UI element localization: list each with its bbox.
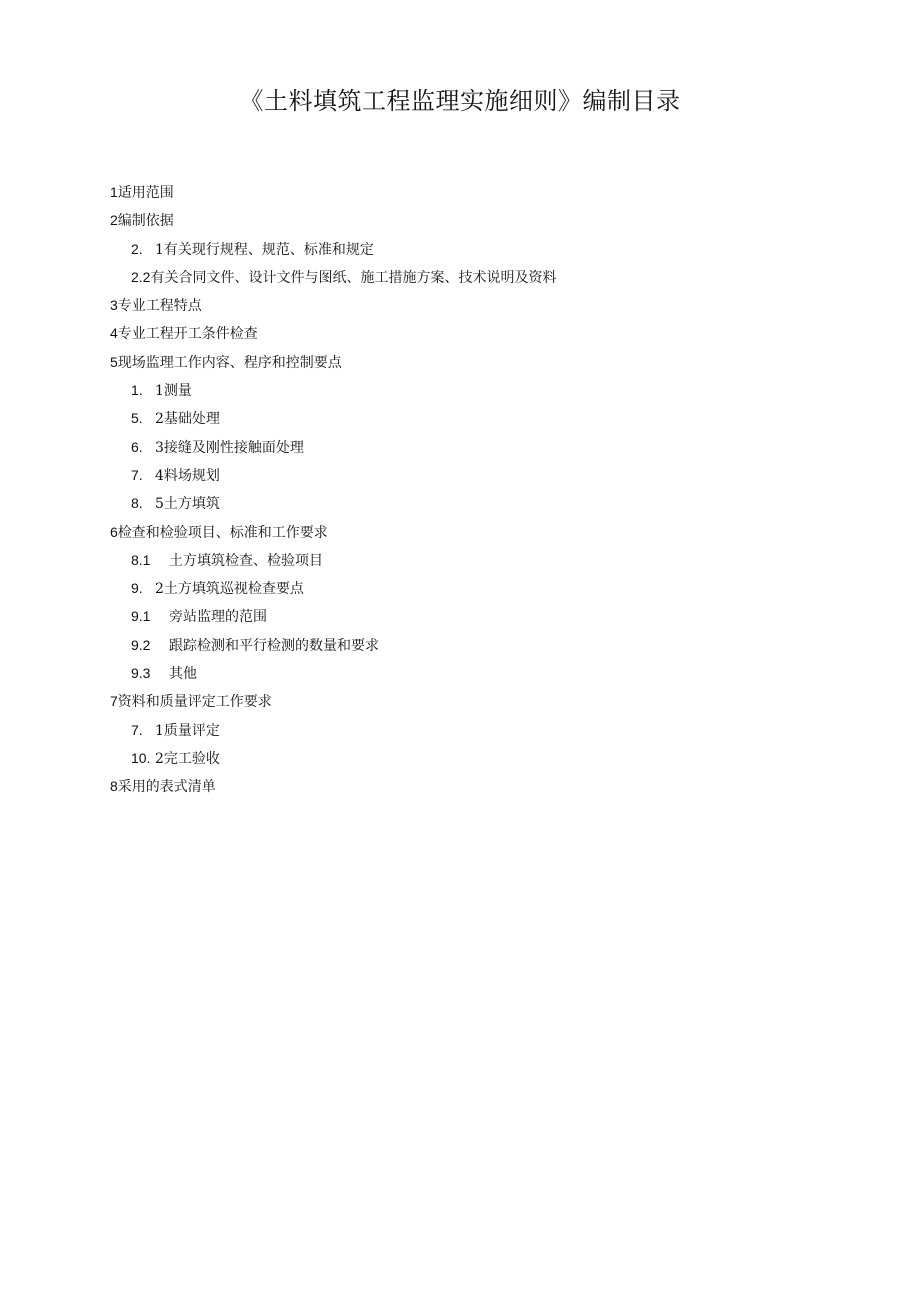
toc-entry-text: 2完工验收 [155, 750, 220, 767]
toc-entry-number: 1. [131, 382, 143, 399]
toc-entry-text: 2基础处理 [155, 411, 220, 428]
toc-entry-number: 8 [110, 778, 118, 795]
toc-entry-number: 6 [110, 523, 118, 540]
toc-entry-text: 2土方填筑巡视检查要点 [155, 581, 304, 598]
toc-entry-text: 跟踪检测和平行检测的数量和要求 [169, 637, 379, 654]
toc-entry-number: 5 [110, 353, 118, 370]
toc-entry-text: 专业工程特点 [117, 298, 202, 315]
toc-entry-text: 4料场规划 [155, 467, 220, 484]
table-of-contents [110, 178, 810, 801]
toc-entry-number: 9.2 [131, 636, 151, 653]
toc-entry [110, 178, 810, 206]
toc-entry-text: 1测量 [155, 383, 192, 400]
toc-subentry [110, 489, 810, 517]
toc-entry-number: 9.1 [131, 608, 151, 625]
document-title: 《土料填筑工程监理实施细则》编制目录 [239, 87, 681, 115]
toc-subentry [110, 263, 810, 291]
toc-subentry [110, 433, 810, 461]
toc-entry-number: 10. [131, 749, 151, 766]
toc-entry-text: 其他 [169, 666, 197, 683]
toc-subentry [110, 744, 810, 772]
toc-entry-text: 检查和检验项目、标准和工作要求 [117, 524, 328, 541]
toc-subentry [110, 235, 810, 263]
toc-entry-number: 9. [131, 580, 143, 597]
toc-entry-text: 5土方填筑 [155, 496, 220, 513]
toc-entry [110, 687, 810, 715]
toc-entry-text: 旁站监理的范围 [169, 609, 267, 626]
toc-entry-number: 2 [110, 212, 118, 229]
toc-entry-number: 8.1 [131, 551, 151, 568]
toc-subentry [110, 659, 810, 687]
toc-entry-text: 1有关现行规程、规范、标准和规定 [155, 241, 374, 258]
toc-entry [110, 319, 810, 347]
toc-entry-text: 采用的表式清单 [117, 779, 216, 796]
toc-entry-text: 有关合同文件、设计文件与图纸、施工措施方案、技术说明及资料 [150, 269, 557, 286]
toc-entry-number: 7. [131, 721, 143, 738]
toc-subentry [110, 716, 810, 744]
toc-entry [110, 206, 810, 234]
toc-entry-text: 现场监理工作内容、程序和控制要点 [117, 354, 342, 371]
toc-entry [110, 348, 810, 376]
toc-entry-number: 1 [110, 184, 118, 200]
toc-subentry [110, 546, 810, 574]
toc-subentry [110, 602, 810, 630]
toc-subentry [110, 574, 810, 602]
toc-entry-number: 8. [131, 495, 143, 512]
toc-entry-text: 专业工程开工条件检查 [117, 326, 258, 343]
toc-subentry [110, 631, 810, 659]
toc-entry-text: 编制依据 [117, 213, 174, 230]
toc-subentry [110, 404, 810, 432]
toc-entry-number: 7. [131, 466, 143, 483]
toc-subentry [110, 461, 810, 489]
toc-entry-text: 1质量评定 [155, 722, 220, 739]
toc-entry-number: 7 [110, 693, 118, 710]
toc-entry [110, 291, 810, 319]
toc-entry-text: 资料和质量评定工作要求 [117, 694, 272, 711]
toc-entry-number: 3 [110, 297, 118, 314]
toc-entry-number: 9.3 [131, 665, 151, 682]
toc-entry-number: 2. [131, 240, 143, 257]
toc-entry-number: 2.2 [131, 268, 151, 285]
toc-entry-text: 土方填筑检查、检验项目 [169, 552, 323, 569]
toc-entry-number: 5. [131, 410, 143, 427]
toc-subentry [110, 376, 810, 404]
toc-entry [110, 772, 810, 800]
toc-entry-text: 适用范围 [117, 185, 174, 201]
toc-entry-text: 3接缝及刚性接触面处理 [155, 439, 304, 456]
toc-entry-number: 4 [110, 325, 118, 342]
toc-entry [110, 518, 810, 546]
toc-entry-number: 6. [131, 438, 143, 455]
